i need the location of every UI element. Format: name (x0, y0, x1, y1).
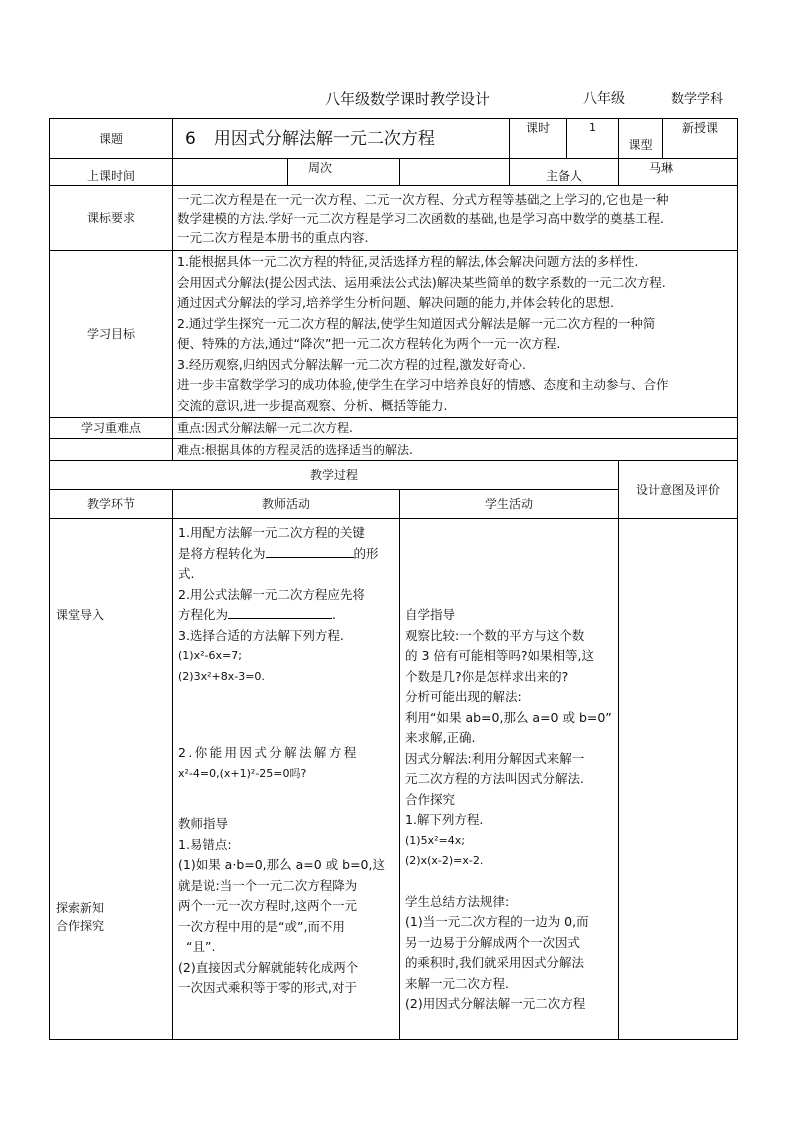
teacher-line: 一次因式乘积等于零的形式,对于 (178, 980, 357, 995)
topic-value-cell (173, 119, 510, 159)
grade-label: 八年级 (583, 91, 625, 107)
topic-value: 用因式分解法解一元二次方程 (213, 128, 435, 149)
objectives-label: 学习目标 (50, 251, 173, 418)
teacher-line: 2.用公式法解一元二次方程应先将 (178, 586, 365, 602)
student-line: 来求解,正确. (405, 730, 476, 745)
curriculum-row (50, 186, 738, 251)
process-title-row (50, 461, 738, 490)
teacher-line: 1.用配方法解一元二次方程的关键 (178, 525, 365, 540)
student-line: 元二次方程的方法叫因式分解法. (405, 771, 584, 786)
objective-line: 便、特殊的方法,通过“降次”把一元二次方程转化为两个一元一次方程. (177, 336, 561, 351)
difficult-point-row (50, 439, 738, 461)
student-line: 个数是几?你是怎样求出来的? (405, 668, 569, 684)
student-line: 的乘积时,我们就采用因式分解法 (405, 955, 584, 970)
objective-line: 通过因式分解法的学习,培养学生分析问题、解决问题的能力,并体会转化的思想. (177, 295, 614, 310)
preparer-value: 马琳 (619, 159, 738, 186)
student-line: 学生总结方法规律: (405, 893, 510, 909)
curriculum-line: 一元二次方程是本册书的重点内容. (177, 229, 369, 245)
student-activity (400, 519, 619, 1040)
student-line: 因式分解法:利用分解因式来解一 (405, 750, 585, 766)
teacher-line: 3.选择合适的方法解下列方程. (178, 627, 344, 643)
student-line: (1)5x²=4x; (405, 833, 465, 847)
teacher-line: (1)x²-6x=7; (178, 649, 242, 662)
objective-line: 1.能根据具体一元二次方程的特征,灵活选择方程的解法,体会解决问题方法的多样性. (177, 254, 639, 269)
teacher-line: (2)直接因式分解就能转化成两个 (178, 959, 359, 975)
week-value (400, 159, 510, 186)
teacher-line: (2)3x²+8x-3=0. (178, 669, 265, 683)
time-label: 上课时间 (50, 159, 173, 186)
curriculum-label: 课标要求 (50, 186, 173, 251)
time-value (173, 159, 288, 186)
student-line: 合作探究 (405, 791, 456, 807)
student-line: 分析可能出现的解法: (405, 689, 522, 704)
time-row (50, 159, 738, 186)
stage-explore-2: 合作探究 (56, 919, 105, 933)
student-line: (1)当一元二次方程的一边为 0,而 (405, 914, 589, 929)
period-value: 1 (567, 119, 619, 159)
topic-label: 课题 (50, 119, 173, 159)
answer-blank (266, 544, 354, 558)
objectives-row (50, 251, 738, 418)
process-title: 教学过程 (50, 461, 619, 490)
key-point: 重点:因式分解法解一元二次方程. (173, 418, 738, 439)
teacher-activity (173, 519, 400, 1040)
document-title: 八年级数学课时教学设计 (325, 90, 491, 108)
answer-blank (228, 605, 332, 619)
teacher-line: 是将方程转化为 的形 (178, 545, 379, 561)
topic-number: 6 (185, 128, 196, 149)
teacher-line: “且”. (186, 939, 216, 954)
difficult-point: 难点:根据具体的方程灵活的选择适当的解法. (173, 439, 738, 461)
teacher-line: x²-4=0,(x+1)²-25=0吗? (178, 766, 307, 780)
process-body-row (50, 519, 738, 1040)
topic-row (50, 119, 738, 159)
curriculum-line: 一元二次方程是在一元一次方程、二元一次方程、分式方程等基础之上学习的,它也是一种 (177, 191, 669, 207)
student-line: 另一边易于分解成两个一次因式 (405, 934, 581, 950)
student-line: 自学指导 (405, 607, 456, 622)
period-label: 课时 (510, 119, 567, 159)
page-header (0, 88, 794, 110)
teacher-line: 1.易错点: (178, 836, 232, 852)
objective-line: 会用因式分解法(提公因式法、运用乘法公式法)解决某些简单的数字系数的一元二次方程. (177, 274, 666, 290)
col-stage: 教学环节 (50, 490, 173, 519)
teacher-line: (1)如果 a·b=0,那么 a=0 或 b=0,这 (178, 857, 385, 872)
design-intent-label: 设计意图及评价 (619, 461, 738, 519)
curriculum-content (173, 186, 738, 251)
student-line: 观察比较:一个数的平方与这个数 (405, 627, 585, 643)
key-points-label-empty (50, 439, 173, 461)
objective-line: 2.通过学生探究一元二次方程的解法,使学生知道因式分解法是解一元二次方程的一种简 (177, 315, 656, 331)
design-intent-cell (619, 519, 738, 1040)
teacher-line: 教师指导 (178, 816, 229, 831)
subject-label: 数学学科 (671, 92, 724, 107)
objectives-content (173, 251, 738, 418)
preparer-label: 主备人 (510, 159, 619, 186)
teacher-line: 两个一元一次方程时,这两个一元 (178, 898, 357, 913)
teacher-line: 2.你能用因式分解法解方程 (178, 745, 359, 760)
student-line: 的 3 倍有可能相等吗?如果相等,这 (405, 648, 595, 663)
stage-cell (50, 519, 173, 1040)
curriculum-line: 数学建模的方法.学好一元二次方程是学习二次函数的基础,也是学习高中数学的奠基工程. (177, 210, 664, 226)
objective-line: 交流的意识,进一步提高观察、分析、概括等能力. (177, 397, 448, 413)
teacher-line: 就是说:当一个一元二次方程降为 (178, 877, 358, 893)
stage-intro: 课堂导入 (56, 608, 105, 622)
objective-line: 进一步丰富数学学习的成功体验,使学生在学习中培养良好的情感、态度和主动参与、合作 (177, 377, 669, 392)
col-teacher: 教师活动 (173, 490, 400, 519)
week-label: 周次 (288, 159, 400, 186)
lesson-plan-table (49, 118, 738, 1040)
type-value: 新授课 (663, 119, 738, 159)
teacher-line: 式. (178, 566, 195, 581)
objective-line: 3.经历观察,归纳因式分解法解一元二次方程的过程,激发好奇心. (177, 356, 526, 372)
teacher-line: 一次方程中用的是“或”,而不用 (178, 918, 345, 934)
student-line: 利用“如果 ab=0,那么 a=0 或 b=0” (405, 709, 612, 725)
key-points-label: 学习重难点 (50, 418, 173, 439)
key-point-row (50, 418, 738, 439)
student-line: (2)用因式分解法解一元二次方程 (405, 996, 586, 1011)
col-student: 学生活动 (400, 490, 619, 519)
stage-explore-1: 探索新知 (56, 901, 105, 915)
type-label: 课型 (619, 119, 663, 159)
student-line: 1.解下列方程. (405, 812, 484, 827)
teacher-line: 方程化为 . (178, 607, 336, 622)
student-line: (2)x(x-2)=x-2. (405, 854, 484, 867)
student-line: 来解一元二次方程. (405, 975, 509, 991)
